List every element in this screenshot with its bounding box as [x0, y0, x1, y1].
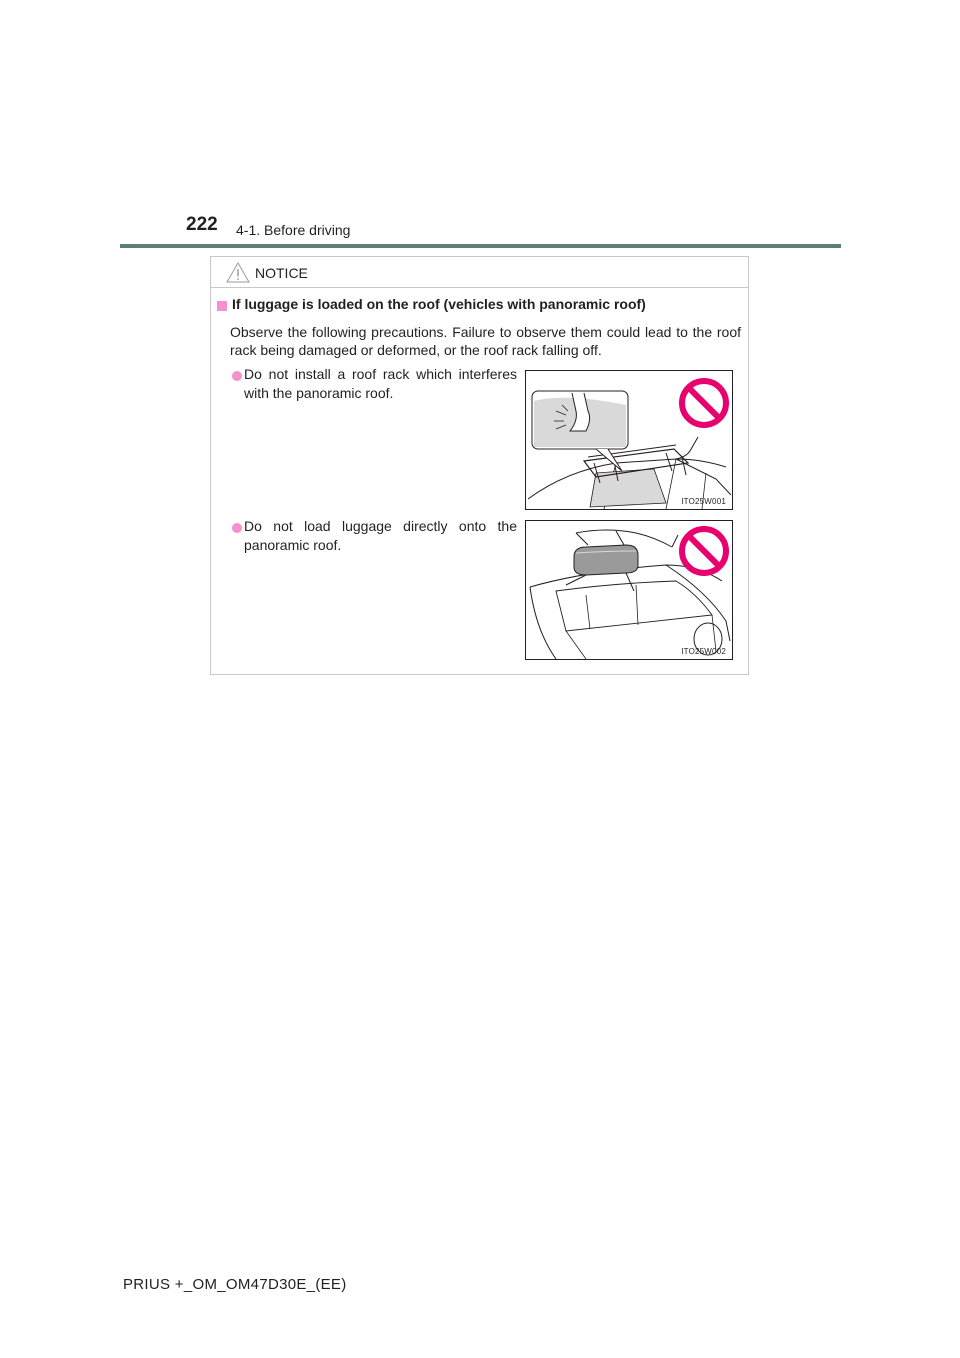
notice-header [211, 257, 748, 288]
notice-intro: Observe the following precautions. Failure to observe them could lead to the roof rack being damaged or deformed, or the roof rack falling off. [230, 324, 741, 358]
illustration-code: ITO25W001 [681, 497, 726, 506]
illustration-luggage-on-roof [525, 520, 733, 660]
notice-section-title: If luggage is loaded on the roof (vehicles with panoramic roof) [232, 296, 646, 312]
prohibition-icon [678, 525, 730, 577]
illustration-code: ITO25W002 [681, 647, 726, 656]
page-number: 222 [186, 214, 218, 235]
bullet-marker [232, 371, 242, 381]
notice-item-text: Do not load luggage directly onto the panoramic roof. [244, 518, 517, 553]
footer-document-code: PRIUS +_OM_OM47D30E_(EE) [123, 1276, 347, 1293]
prohibition-icon [678, 377, 730, 429]
warning-triangle-icon [226, 262, 250, 283]
section-square-marker [217, 301, 227, 311]
notice-box [210, 256, 749, 675]
illustration-roof-rack [525, 370, 733, 510]
notice-item-text: Do not install a roof rack which interferes with the panoramic roof. [244, 366, 517, 401]
bullet-marker [232, 523, 242, 533]
header-rule [120, 244, 841, 248]
notice-label: NOTICE [255, 265, 308, 281]
section-title: 4-1. Before driving [236, 222, 351, 238]
